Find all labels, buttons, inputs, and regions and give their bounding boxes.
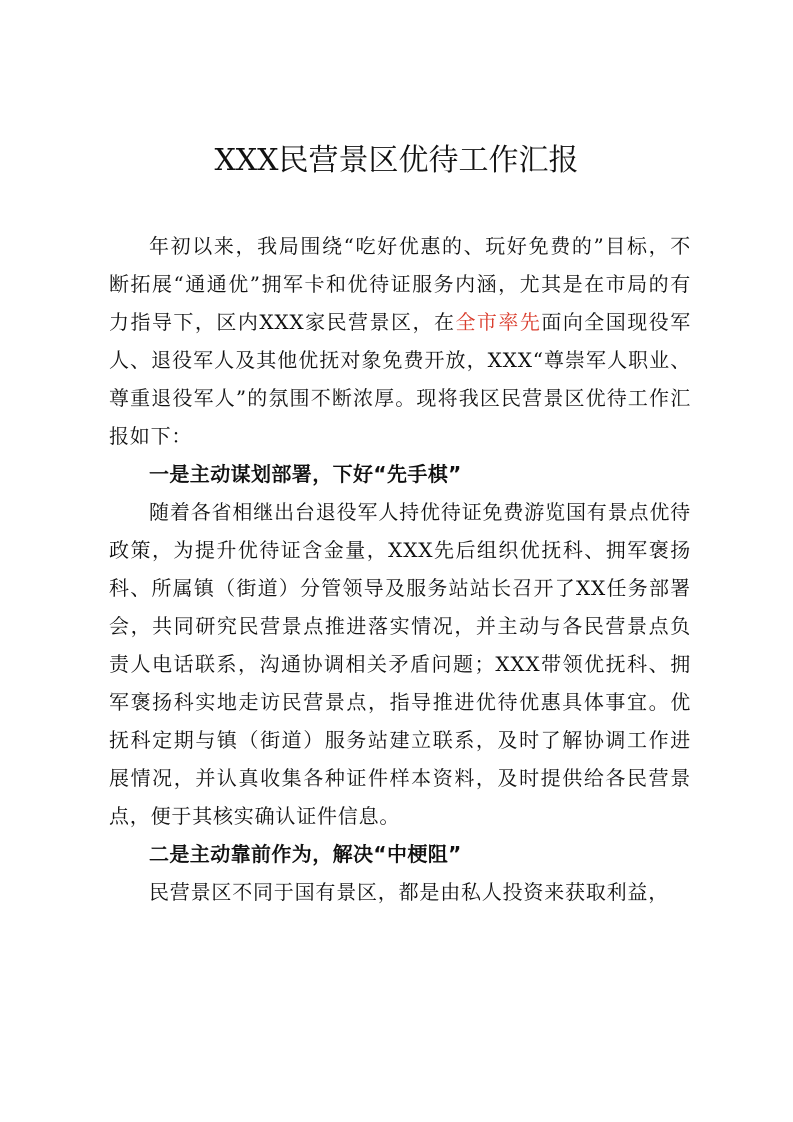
section-2-paragraph: 民营景区不同于国有景区，都是由私人投资来获取利益， bbox=[149, 880, 669, 904]
intro-text-before: 年初以来，我局围绕“吃好优惠的、玩好免费的”目标，不断拓展“通通优”拥军卡和优待证服务内涵，尤其是在市局的有力指导下，区内XXX家民营景区，在 bbox=[109, 234, 691, 334]
section-1-heading: 一是主动谋划部署，下好“先手棋” bbox=[149, 462, 462, 486]
highlighted-phrase: 全市率先 bbox=[455, 310, 542, 334]
section-1-paragraph: 随着各省相继出台退役军人持优待证免费游览国有景点优待政策，为提升优待证含金量，XXX先后组织优抚科、拥军褒扬科、所属镇（街道）分管领导及服务站站长召开了XX任务部署会，共同研究民营景点推进落实情况，并主动与各民营景点负责人电话联系，沟通协调相关矛盾问题；XXX带领优抚科、拥军褒扬科实地走访民营景点，指导推进优待优惠具体事宜。优抚科定期与镇（街道）服务站建立联系，及时了解协调工作进展情况，并认真收集各种证件样本资料，及时提供给各民营景点，便于其核实确认证件信息。 bbox=[109, 500, 691, 828]
document-title: XXX民营景区优待工作汇报 bbox=[214, 143, 579, 178]
intro-text-after: 面向全国现役军人、退役军人及其他优抚对象免费开放，XXX“尊崇军人职业、尊重退役军人”的氛围不断浓厚。现将我区民营景区优待工作汇报如下： bbox=[109, 310, 691, 448]
intro-paragraph bbox=[109, 227, 691, 455]
section-2-heading: 二是主动靠前作为，解决“中梗阻” bbox=[149, 842, 462, 866]
document-body bbox=[109, 227, 691, 911]
